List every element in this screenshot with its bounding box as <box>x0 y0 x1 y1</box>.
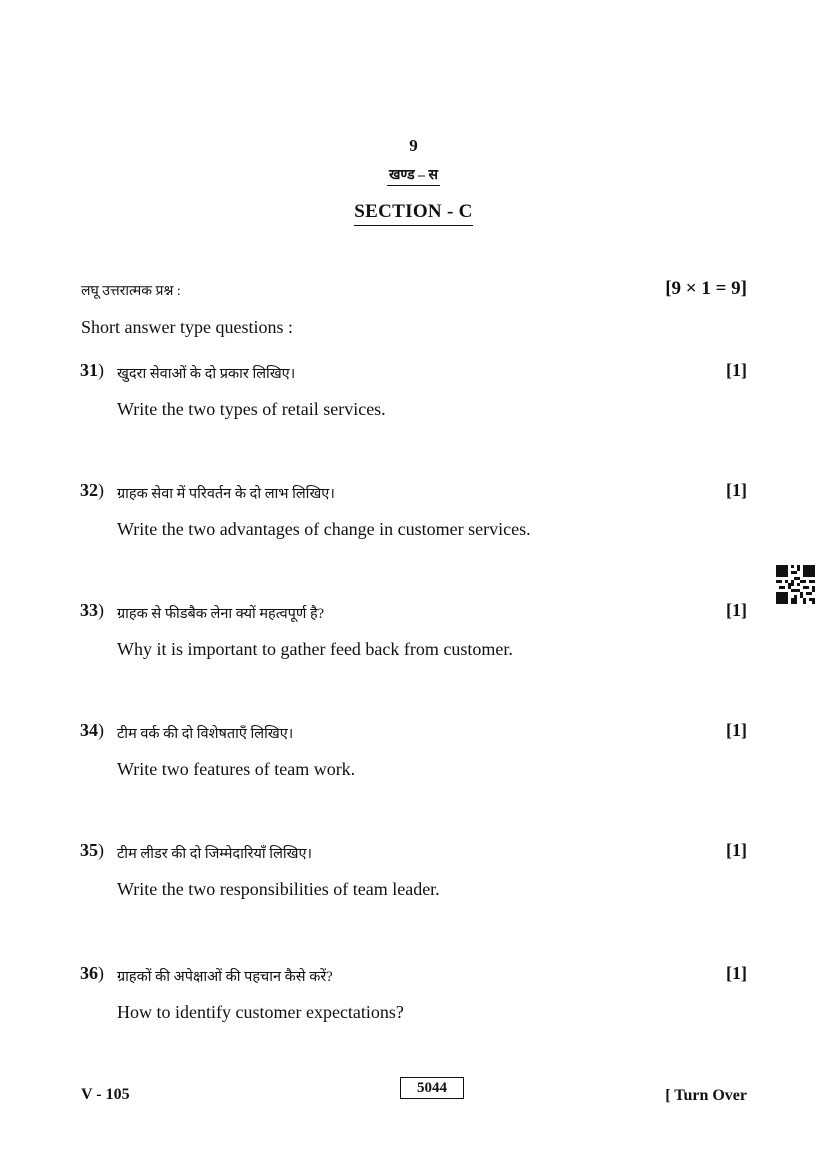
intro-marks: [9 × 1 = 9] <box>665 278 747 299</box>
intro-hindi: लघू उत्तरात्मक प्रश्न : <box>81 284 181 299</box>
question-english: Why it is important to gather feed back from customer. <box>117 639 513 659</box>
question-number: 32) <box>80 480 104 500</box>
question-number: 34) <box>80 720 104 740</box>
question-number: 36) <box>80 963 104 983</box>
question-hindi: खुदरा सेवाओं के दो प्रकार लिखिए। <box>117 366 296 382</box>
question-english: Write the two advantages of change in customer services. <box>117 519 531 539</box>
question-english: Write the two responsibilities of team leader. <box>117 879 440 899</box>
paper-code: V - 105 <box>81 1086 130 1103</box>
question-hindi: ग्राहक सेवा में परिवर्तन के दो लाभ लिखिए। <box>117 486 335 502</box>
question-32 <box>0 480 827 570</box>
question-hindi: ग्राहकों की अपेक्षाओं की पहचान कैसे करें? <box>117 969 333 985</box>
question-marks: [1] <box>726 720 747 740</box>
question-english: How to identify customer expectations? <box>117 1002 404 1022</box>
question-36 <box>0 963 827 1053</box>
question-marks: [1] <box>726 840 747 860</box>
question-marks: [1] <box>726 963 747 983</box>
question-hindi: टीम वर्क की दो विशेषताएँ लिखिए। <box>117 726 294 742</box>
question-marks: [1] <box>726 480 747 500</box>
qr-code-icon <box>776 565 815 604</box>
question-34 <box>0 720 827 810</box>
question-english: Write two features of team work. <box>117 759 356 779</box>
question-marks: [1] <box>726 360 747 380</box>
booklet-code-box: 5044 <box>400 1077 464 1099</box>
question-33 <box>0 600 827 690</box>
section-title-hindi-text: खण्ड – स <box>387 168 440 186</box>
page-number: 9 <box>409 136 418 155</box>
question-number: 35) <box>80 840 104 860</box>
question-english: Write the two types of retail services. <box>117 399 386 419</box>
question-marks: [1] <box>726 600 747 620</box>
question-35 <box>0 840 827 930</box>
section-title-hindi <box>0 165 827 184</box>
question-hindi: ग्राहक से फीडबैक लेना क्यों महत्वपूर्ण है? <box>117 606 325 622</box>
question-31 <box>0 360 827 450</box>
turn-over-label: [ Turn Over <box>665 1087 747 1104</box>
section-title <box>0 201 827 223</box>
question-hindi: टीम लीडर की दो जिम्मेदारियाँ लिखिए। <box>117 846 313 862</box>
section-title-text: SECTION - C <box>354 201 472 226</box>
question-number: 31) <box>80 360 104 380</box>
intro-english: Short answer type questions : <box>81 317 293 337</box>
question-number: 33) <box>80 600 104 620</box>
